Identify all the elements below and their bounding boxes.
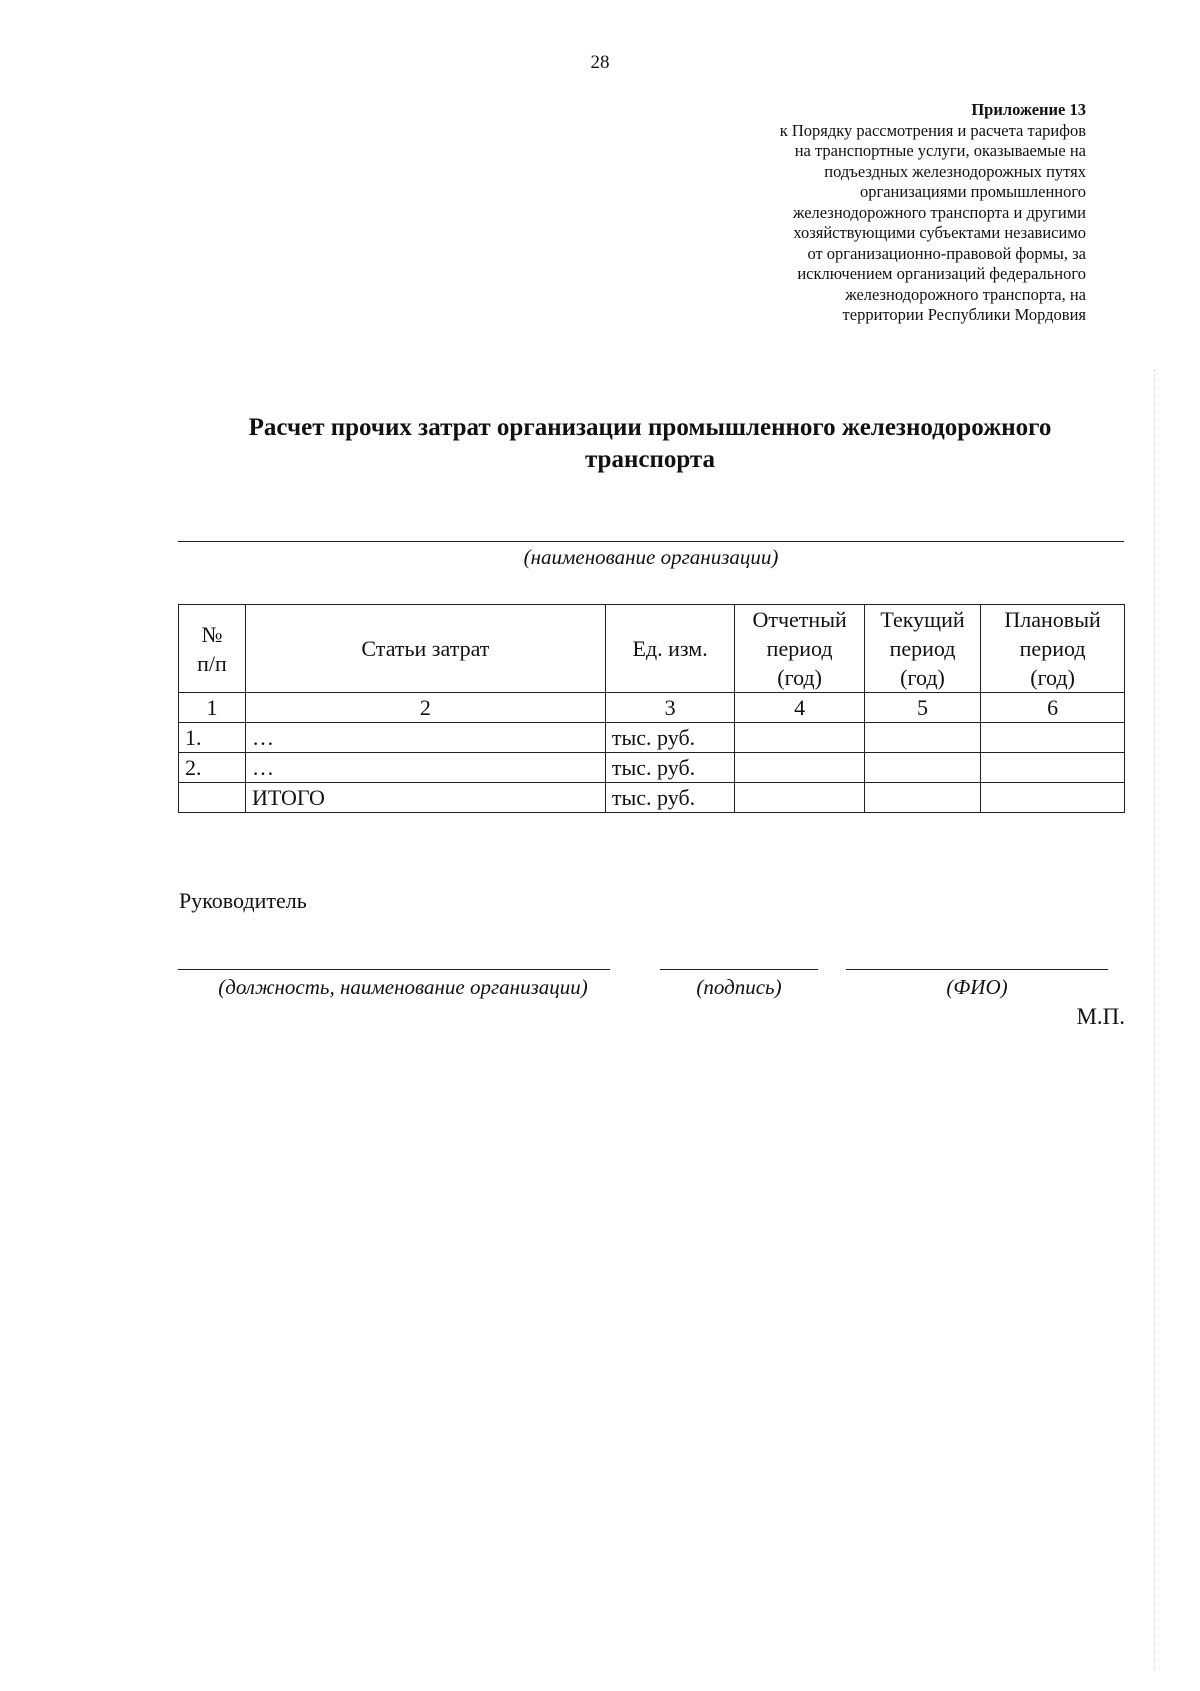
header-line: (год)	[1030, 665, 1075, 690]
row-unit: тыс. руб.	[605, 783, 734, 813]
appendix-line: на транспортные услуги, оказываемые на	[794, 141, 1086, 160]
full-name-line	[846, 969, 1108, 970]
row-reported-value	[735, 753, 864, 783]
scan-margin-mark	[1154, 370, 1155, 1670]
header-current-period	[864, 605, 980, 693]
header-line: (год)	[777, 665, 822, 690]
row-current-value	[864, 783, 980, 813]
appendix-line: от организационно-правовой формы, за	[807, 243, 1086, 263]
header-cost-item: Статьи затрат	[245, 605, 605, 693]
header-line: Отчетный	[752, 607, 847, 632]
row-planned-value	[981, 753, 1125, 783]
header-line: (год)	[900, 665, 945, 690]
appendix-line: к Порядку рассмотрения и расчета тарифов	[779, 120, 1086, 140]
row-number: 2.	[179, 753, 246, 783]
appendix-line: подъездных железнодорожных путях	[824, 161, 1086, 181]
header-number	[179, 605, 246, 693]
document-title	[180, 412, 1120, 476]
appendix-line: исключением организаций федерального	[797, 264, 1086, 283]
appendix-line: железнодорожного транспорта и другими	[793, 202, 1086, 222]
table-total-row	[179, 783, 1125, 813]
header-number-line: п/п	[197, 650, 227, 676]
row-unit: тыс. руб.	[605, 753, 734, 783]
appendix-line: железнодорожного транспорта, на	[845, 284, 1086, 304]
header-line: период	[889, 636, 956, 661]
header-line: Текущий	[880, 607, 965, 632]
header-line: Плановый	[1004, 607, 1101, 632]
column-number: 6	[981, 693, 1125, 723]
appendix-title: Приложение 13	[971, 100, 1086, 119]
row-planned-value	[981, 783, 1125, 813]
header-line: период	[1019, 636, 1086, 661]
row-number: 1.	[179, 723, 246, 753]
appendix-block	[666, 100, 1086, 326]
full-name-caption: (ФИО)	[946, 975, 1008, 999]
stamp-place-label: М.П.	[1076, 1004, 1125, 1029]
row-cost-item: …	[245, 723, 605, 753]
document-title-line: транспорта	[584, 446, 716, 473]
table-row	[179, 723, 1125, 753]
header-number-line: №	[201, 621, 223, 647]
table-header-row	[179, 605, 1125, 693]
cost-table	[178, 604, 1125, 813]
row-cost-item: …	[245, 753, 605, 783]
appendix-line: организациями промышленного	[859, 182, 1086, 201]
row-current-value	[864, 753, 980, 783]
row-reported-value	[735, 723, 864, 753]
appendix-line: хозяйствующими субъектами независимо	[793, 223, 1086, 242]
table-row	[179, 753, 1125, 783]
row-unit: тыс. руб.	[605, 723, 734, 753]
appendix-line: территории Республики Мордовия	[842, 305, 1086, 324]
organization-name-caption: (наименование организации)	[523, 545, 779, 569]
header-reported-period	[735, 605, 864, 693]
position-caption: (должность, наименование организации)	[218, 975, 588, 999]
signature-line	[660, 969, 818, 970]
row-current-value	[864, 723, 980, 753]
header-line: период	[766, 636, 833, 661]
column-number: 1	[179, 693, 246, 723]
page-number: 28	[590, 52, 610, 73]
row-number	[179, 783, 246, 813]
signature-caption: (подпись)	[696, 975, 782, 999]
row-cost-item: ИТОГО	[245, 783, 605, 813]
header-unit: Ед. изм.	[605, 605, 734, 693]
column-number-row	[179, 693, 1125, 723]
position-signature-line	[178, 969, 610, 970]
column-number: 5	[864, 693, 980, 723]
column-number: 3	[605, 693, 734, 723]
header-planned-period	[981, 605, 1125, 693]
row-reported-value	[735, 783, 864, 813]
organization-name-line	[178, 541, 1124, 542]
column-number: 2	[245, 693, 605, 723]
document-title-line: Расчет прочих затрат организации промышленного железнодорожного	[248, 414, 1052, 441]
row-planned-value	[981, 723, 1125, 753]
column-number: 4	[735, 693, 864, 723]
head-label: Руководитель	[179, 888, 307, 913]
